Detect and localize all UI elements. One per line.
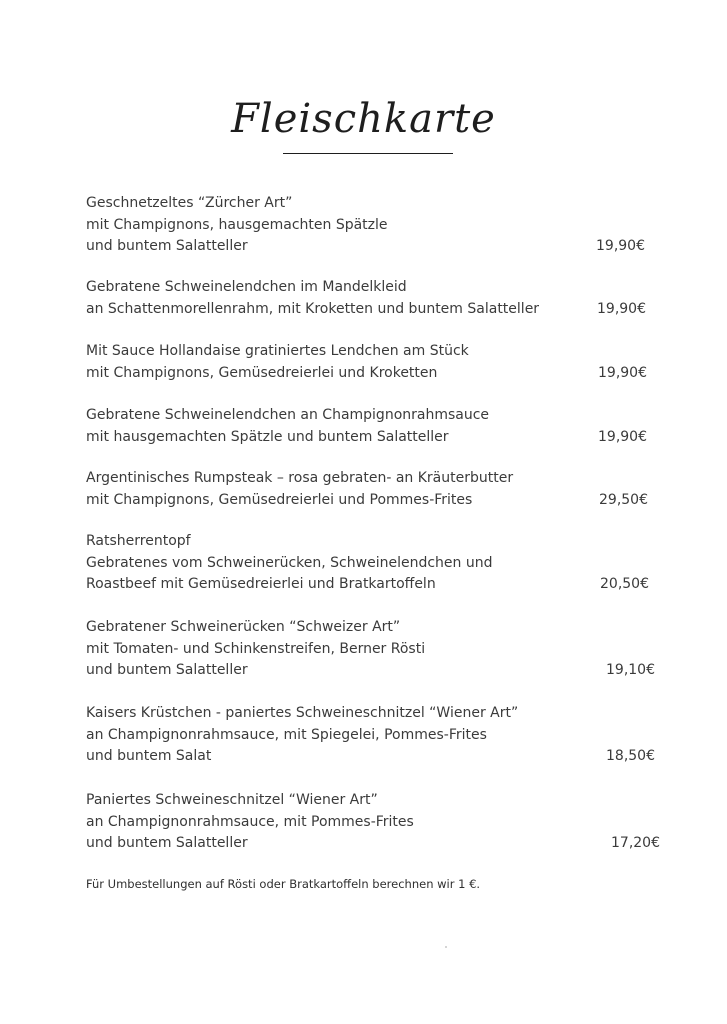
menu-item <box>86 703 660 768</box>
menu-item-price: 17,20€ <box>611 835 660 851</box>
menu-item-title: Gebratener Schweinerücken “Schweizer Art” <box>86 619 401 635</box>
menu-item-description: Roastbeef mit Gemüsedreierlei und Bratkartoffeln <box>86 576 436 592</box>
menu-item-description: mit hausgemachten Spätzle und buntem Salatteller <box>86 428 449 445</box>
menu-item-title: Ratsherrentopf <box>86 533 191 549</box>
menu-item-description: an Champignonrahmsauce, mit Pommes-Frites <box>86 813 414 830</box>
menu-item-title: Geschnetzeltes “Zürcher Art” <box>86 195 293 211</box>
speck <box>445 946 447 948</box>
menu-item-price: 19,90€ <box>598 364 647 381</box>
menu-item <box>86 193 660 258</box>
menu-item-price: 20,50€ <box>600 576 649 592</box>
menu-item-description: mit Champignons, Gemüsedreierlei und Kroketten <box>86 364 438 381</box>
menu-item-description: und buntem Salatteller <box>86 238 248 254</box>
title-underline <box>283 153 453 154</box>
menu-item-price: 29,50€ <box>599 491 648 508</box>
footnote: Für Umbestellungen auf Rösti oder Bratkartoffeln berechnen wir 1 €. <box>86 877 481 891</box>
menu-item-title: Argentinisches Rumpsteak – rosa gebraten- an Kräuterbutter <box>86 470 514 486</box>
menu-item-title: Kaisers Krüstchen - paniertes Schweineschnitzel “Wiener Art” <box>86 705 519 721</box>
menu-item-description: und buntem Salat <box>86 748 212 764</box>
menu-item <box>86 617 660 682</box>
menu-item <box>86 531 660 596</box>
menu-item <box>86 277 660 320</box>
menu-item-description: Gebratenes vom Schweinerücken, Schweinelendchen und <box>86 554 493 571</box>
menu-item <box>86 405 660 448</box>
menu-item-description: an Champignonrahmsauce, mit Spiegelei, Pommes-Frites <box>86 726 487 743</box>
menu-item <box>86 790 660 855</box>
menu-item-price: 19,90€ <box>598 428 647 445</box>
menu-item-description: und buntem Salatteller <box>86 835 248 851</box>
menu-item-title: Gebratene Schweinelendchen im Mandelkleid <box>86 279 407 295</box>
menu-item-price: 19,10€ <box>606 662 655 678</box>
menu-item <box>86 468 660 511</box>
menu-item-title: Paniertes Schweineschnitzel “Wiener Art” <box>86 792 378 808</box>
page-title: Fleischkarte <box>231 96 496 142</box>
menu-item-title: Mit Sauce Hollandaise gratiniertes Lendchen am Stück <box>86 343 469 359</box>
menu-item-title: Gebratene Schweinelendchen an Champignonrahmsauce <box>86 407 490 423</box>
menu-item-price: 18,50€ <box>606 748 655 764</box>
menu-item-description: an Schattenmorellenrahm, mit Kroketten und buntem Salatteller <box>86 300 540 317</box>
menu-item-price: 19,90€ <box>596 238 645 254</box>
menu-item <box>86 341 660 384</box>
menu-item-description: und buntem Salatteller <box>86 662 248 678</box>
menu-item-description: mit Champignons, hausgemachten Spätzle <box>86 216 388 233</box>
menu-item-description: mit Tomaten- und Schinkenstreifen, Berner Rösti <box>86 640 426 657</box>
menu-item-description: mit Champignons, Gemüsedreierlei und Pommes-Frites <box>86 491 473 508</box>
menu-item-price: 19,90€ <box>597 300 646 317</box>
